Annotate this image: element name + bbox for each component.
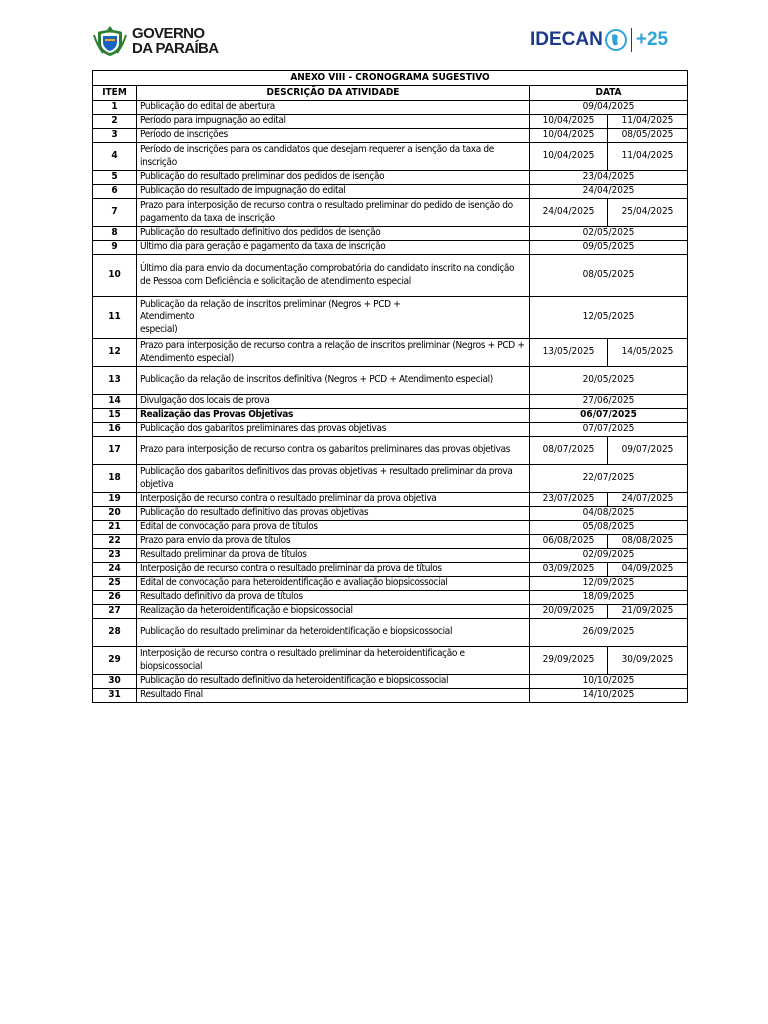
row-start-date: 24/04/2025 xyxy=(530,199,608,227)
row-item-number: 21 xyxy=(93,521,137,535)
row-start-date: 13/05/2025 xyxy=(530,339,608,367)
table-row xyxy=(93,409,688,423)
row-description: Interposição de recurso contra o resultado preliminar da heteroidentificação e biopsicossocial xyxy=(137,647,530,675)
row-start-date: 20/09/2025 xyxy=(530,605,608,619)
row-description: Último dia para envio da documentação comprobatória do candidato inscrito na condição de Pessoa com Deficiência e solicitação de atendimento especial xyxy=(137,255,530,297)
row-description: Último dia para geração e pagamento da taxa de inscrição xyxy=(137,241,530,255)
idecan-logo xyxy=(530,27,668,53)
row-item-number: 14 xyxy=(93,395,137,409)
table-row xyxy=(93,255,688,297)
row-date: 12/05/2025 xyxy=(530,297,688,339)
row-description: Edital de convocação para heteroidentificação e avaliação biopsicossocial xyxy=(137,577,530,591)
logo-separator xyxy=(631,28,632,52)
row-item-number: 17 xyxy=(93,437,137,465)
table-row xyxy=(93,395,688,409)
table-row xyxy=(93,227,688,241)
row-description: Período de inscrições xyxy=(137,129,530,143)
row-item-number: 3 xyxy=(93,129,137,143)
row-item-number: 29 xyxy=(93,647,137,675)
row-description: Resultado definitivo da prova de títulos xyxy=(137,591,530,605)
row-start-date: 29/09/2025 xyxy=(530,647,608,675)
row-item-number: 7 xyxy=(93,199,137,227)
row-item-number: 31 xyxy=(93,689,137,703)
row-end-date: 24/07/2025 xyxy=(608,493,688,507)
row-description: Publicação do resultado de impugnação do edital xyxy=(137,185,530,199)
row-item-number: 1 xyxy=(93,101,137,115)
row-item-number: 4 xyxy=(93,143,137,171)
table-row xyxy=(93,577,688,591)
row-item-number: 30 xyxy=(93,675,137,689)
row-description: Período de inscrições para os candidatos que desejam requerer a isenção da taxa de inscrição xyxy=(137,143,530,171)
row-date: 26/09/2025 xyxy=(530,619,688,647)
row-description-line: Atendimento xyxy=(140,311,195,323)
table-row xyxy=(93,507,688,521)
row-description: Publicação do resultado definitivo das provas objetivas xyxy=(137,507,530,521)
table-row xyxy=(93,143,688,171)
row-start-date: 10/04/2025 xyxy=(530,129,608,143)
row-description: Publicação dos gabaritos preliminares das provas objetivas xyxy=(137,423,530,437)
row-item-number: 13 xyxy=(93,367,137,395)
row-description: Divulgação dos locais de prova xyxy=(137,395,530,409)
row-description: Publicação do resultado definitivo dos pedidos de isenção xyxy=(137,227,530,241)
row-item-number: 25 xyxy=(93,577,137,591)
row-date: 10/10/2025 xyxy=(530,675,688,689)
row-start-date: 03/09/2025 xyxy=(530,563,608,577)
row-end-date: 21/09/2025 xyxy=(608,605,688,619)
schedule-rows xyxy=(93,101,688,703)
row-item-number: 26 xyxy=(93,591,137,605)
row-description: Publicação da relação de inscritos definitiva (Negros + PCD + Atendimento especial) xyxy=(137,367,530,395)
row-date: 02/05/2025 xyxy=(530,227,688,241)
row-item-number: 11 xyxy=(93,297,137,339)
row-start-date: 06/08/2025 xyxy=(530,535,608,549)
row-date: 22/07/2025 xyxy=(530,465,688,493)
row-date: 27/06/2025 xyxy=(530,395,688,409)
table-row xyxy=(93,521,688,535)
row-item-number: 24 xyxy=(93,563,137,577)
row-description-line: especial) xyxy=(140,323,178,335)
row-date: 04/08/2025 xyxy=(530,507,688,521)
row-item-number: 16 xyxy=(93,423,137,437)
row-date: 06/07/2025 xyxy=(530,409,688,423)
row-item-number: 9 xyxy=(93,241,137,255)
row-item-number: 12 xyxy=(93,339,137,367)
row-date: 09/04/2025 xyxy=(530,101,688,115)
row-end-date: 25/04/2025 xyxy=(608,199,688,227)
row-description-line: Publicação da relação de inscritos preliminar (Negros + PCD + xyxy=(140,299,401,311)
row-item-number: 5 xyxy=(93,171,137,185)
row-date: 12/09/2025 xyxy=(530,577,688,591)
governo-paraiba-logo xyxy=(93,25,219,57)
row-date: 09/05/2025 xyxy=(530,241,688,255)
row-end-date: 08/08/2025 xyxy=(608,535,688,549)
row-description: Realização das Provas Objetivas xyxy=(137,409,530,423)
row-description: Publicação dos gabaritos definitivos das provas objetivas + resultado preliminar da prova objetiva xyxy=(137,465,530,493)
table-row xyxy=(93,101,688,115)
table-row xyxy=(93,619,688,647)
row-item-number: 8 xyxy=(93,227,137,241)
table-row xyxy=(93,297,688,339)
row-item-number: 18 xyxy=(93,465,137,493)
row-date: 23/04/2025 xyxy=(530,171,688,185)
row-date: 02/09/2025 xyxy=(530,549,688,563)
table-row xyxy=(93,465,688,493)
table-row xyxy=(93,605,688,619)
row-item-number: 27 xyxy=(93,605,137,619)
table-row xyxy=(93,367,688,395)
row-description: Interposição de recurso contra o resultado preliminar da prova de títulos xyxy=(137,563,530,577)
table-row xyxy=(93,185,688,199)
row-item-number: 20 xyxy=(93,507,137,521)
row-item-number: 22 xyxy=(93,535,137,549)
row-description: Publicação do resultado preliminar dos pedidos de isenção xyxy=(137,171,530,185)
row-date: 20/05/2025 xyxy=(530,367,688,395)
gov-line-2: DA PARAÍBA xyxy=(132,40,219,57)
row-end-date: 30/09/2025 xyxy=(608,647,688,675)
row-description: Resultado preliminar da prova de títulos xyxy=(137,549,530,563)
coat-of-arms-icon xyxy=(93,25,127,57)
row-item-number: 15 xyxy=(93,409,137,423)
row-end-date: 09/07/2025 xyxy=(608,437,688,465)
row-description xyxy=(137,297,530,339)
idecan-wordmark: IDECAN xyxy=(530,29,603,50)
row-date: 18/09/2025 xyxy=(530,591,688,605)
row-date: 07/07/2025 xyxy=(530,423,688,437)
row-item-number: 28 xyxy=(93,619,137,647)
row-description: Interposição de recurso contra o resultado preliminar da prova objetiva xyxy=(137,493,530,507)
row-description: Edital de convocação para prova de títulos xyxy=(137,521,530,535)
table-row xyxy=(93,535,688,549)
header-item: ITEM xyxy=(93,86,137,101)
row-end-date: 11/04/2025 xyxy=(608,143,688,171)
header-description: DESCRIÇÃO DA ATIVIDADE xyxy=(137,86,530,101)
page-header xyxy=(0,0,768,70)
row-end-date: 14/05/2025 xyxy=(608,339,688,367)
header-date: DATA xyxy=(530,86,688,101)
row-item-number: 10 xyxy=(93,255,137,297)
table-row xyxy=(93,563,688,577)
row-description: Resultado Final xyxy=(137,689,530,703)
row-start-date: 10/04/2025 xyxy=(530,143,608,171)
row-start-date: 08/07/2025 xyxy=(530,437,608,465)
table-row xyxy=(93,647,688,675)
row-end-date: 11/04/2025 xyxy=(608,115,688,129)
table-title: ANEXO VIII - CRONOGRAMA SUGESTIVO xyxy=(93,71,688,86)
table-row xyxy=(93,171,688,185)
anniversary-badge: +25 xyxy=(635,29,669,50)
row-date: 05/08/2025 xyxy=(530,521,688,535)
row-end-date: 08/05/2025 xyxy=(608,129,688,143)
table-row xyxy=(93,591,688,605)
row-start-date: 23/07/2025 xyxy=(530,493,608,507)
row-date: 14/10/2025 xyxy=(530,689,688,703)
table-row xyxy=(93,549,688,563)
row-item-number: 19 xyxy=(93,493,137,507)
row-date: 24/04/2025 xyxy=(530,185,688,199)
table-row xyxy=(93,339,688,367)
table-row xyxy=(93,199,688,227)
row-description: Publicação do resultado preliminar da heteroidentificação e biopsicossocial xyxy=(137,619,530,647)
schedule-table xyxy=(92,70,688,703)
globe-icon xyxy=(603,27,629,53)
row-description: Prazo para interposição de recurso contra a relação de inscritos preliminar (Negros + PCD + Atendimento especial) xyxy=(137,339,530,367)
row-item-number: 23 xyxy=(93,549,137,563)
row-date: 08/05/2025 xyxy=(530,255,688,297)
gov-line-1: GOVERNO xyxy=(132,25,205,42)
table-row xyxy=(93,689,688,703)
table-row xyxy=(93,423,688,437)
table-row xyxy=(93,437,688,465)
table-row xyxy=(93,493,688,507)
table-row xyxy=(93,675,688,689)
table-row xyxy=(93,241,688,255)
table-row xyxy=(93,129,688,143)
row-description: Publicação do resultado definitivo da heteroidentificação e biopsicossocial xyxy=(137,675,530,689)
row-item-number: 2 xyxy=(93,115,137,129)
row-description: Período para impugnação ao edital xyxy=(137,115,530,129)
row-description: Prazo para interposição de recurso contra o resultado preliminar do pedido de isenção do pagamento da taxa de inscrição xyxy=(137,199,530,227)
row-description: Realização da heteroidentificação e biopsicossocial xyxy=(137,605,530,619)
row-description: Prazo para envio da prova de títulos xyxy=(137,535,530,549)
row-item-number: 6 xyxy=(93,185,137,199)
row-start-date: 10/04/2025 xyxy=(530,115,608,129)
row-end-date: 04/09/2025 xyxy=(608,563,688,577)
table-row xyxy=(93,115,688,129)
row-description: Publicação do edital de abertura xyxy=(137,101,530,115)
row-description: Prazo para interposição de recurso contra os gabaritos preliminares das provas objetivas xyxy=(137,437,530,465)
